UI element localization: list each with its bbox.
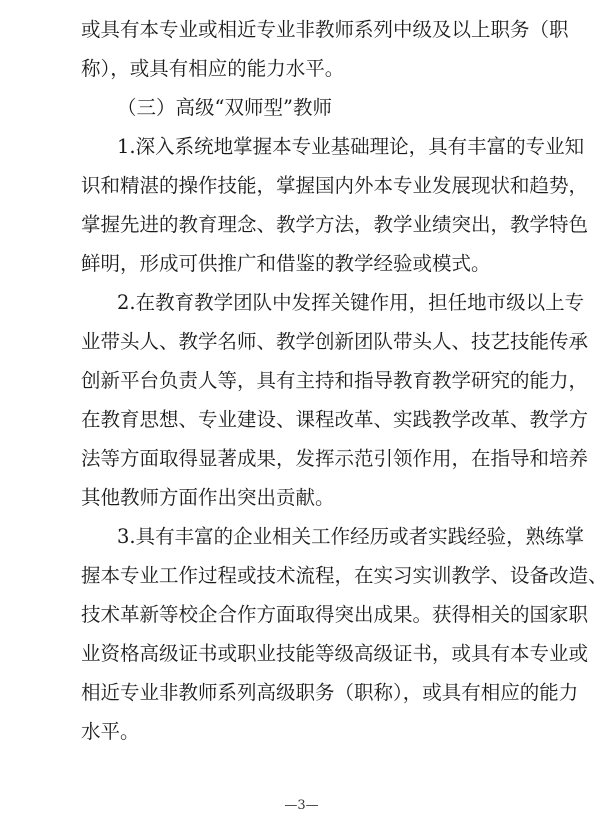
paragraph-line: 2.在教育教学团队中发挥关键作用，担任地市级以上专: [117, 291, 585, 314]
page-number: —3—: [284, 798, 319, 813]
paragraph-line: 识和精湛的操作技能，掌握国内外本专业发展现状和趋势，: [81, 174, 589, 197]
paragraph-line: 其他教师方面作出突出贡献。: [81, 486, 335, 509]
paragraph-line: 3.具有丰富的企业相关工作经历或者实践经验，熟练掌: [117, 525, 585, 548]
paragraph-line: 握本专业工作过程或技术流程，在实习实训教学、设备改造、: [81, 564, 608, 587]
paragraph-line: 业带头人、教学名师、教学创新团队带头人、技艺技能传承: [81, 330, 589, 353]
paragraph-line: 水平。: [81, 720, 140, 743]
section-heading-senior: （三）高级“双师型”教师: [117, 96, 332, 119]
paragraph-line: 相近专业非教师系列高级职务（职称），或具有相应的能力: [81, 681, 579, 704]
paragraph-line: 技术革新等校企合作方面取得突出成果。获得相关的国家职: [81, 603, 589, 626]
paragraph-line: 称），或具有相应的能力水平。: [81, 57, 345, 80]
paragraph-line: 业资格高级证书或职业技能等级高级证书，或具有本专业或: [81, 642, 589, 665]
paragraph-line: 或具有本专业或相近专业非教师系列中级及以上职务（职: [81, 18, 569, 41]
paragraph-line: 法等方面取得显著成果，发挥示范引领作用，在指导和培养: [81, 447, 589, 470]
paragraph-line: 1.深入系统地掌握本专业基础理论，具有丰富的专业知: [117, 135, 585, 158]
paragraph-line: 掌握先进的教育理念、教学方法，教学业绩突出，教学特色: [81, 213, 589, 236]
paragraph-line: 在教育思想、专业建设、课程改革、实践教学改革、教学方: [81, 408, 589, 431]
paragraph-line: 鲜明，形成可供推广和借鉴的教学经验或模式。: [81, 252, 491, 275]
paragraph-line: 创新平台负责人等，具有主持和指导教育教学研究的能力，: [81, 369, 589, 392]
